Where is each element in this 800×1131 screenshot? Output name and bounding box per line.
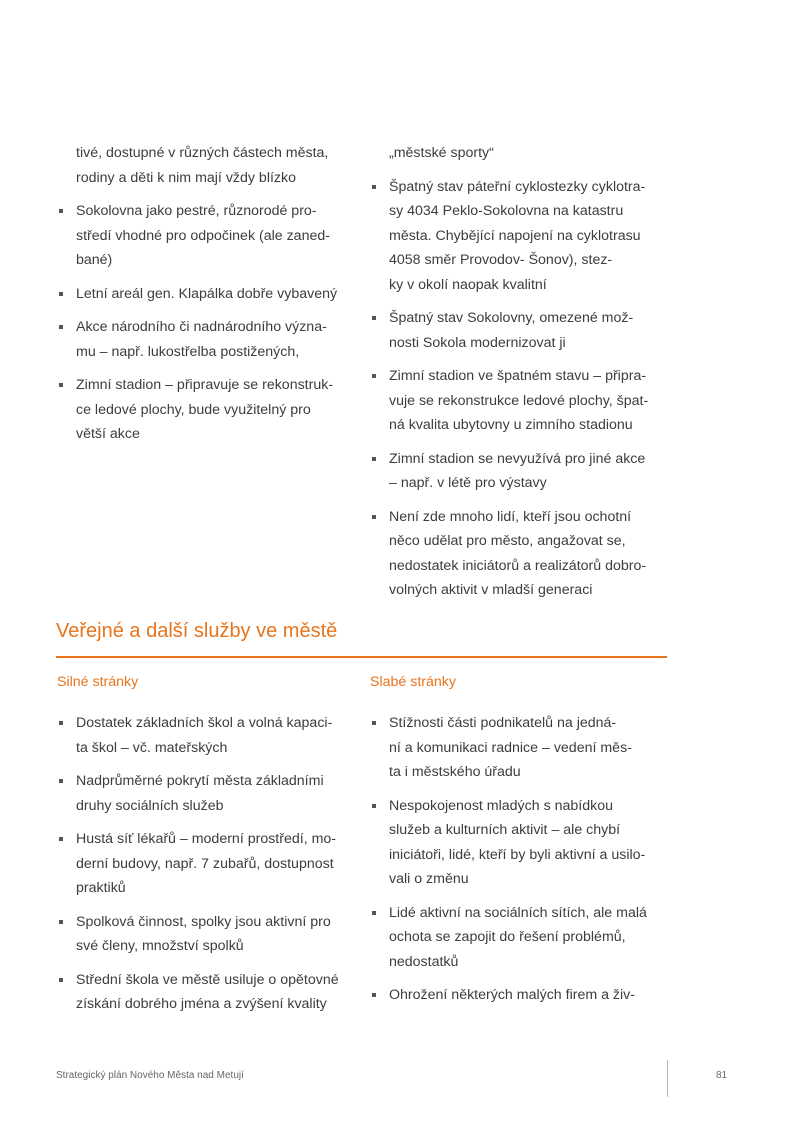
text-line: ná kvalita ubytovny u zimního stadionu bbox=[389, 417, 633, 433]
text-line: Špatný stav páteřní cyklostezky cyklotra- bbox=[389, 178, 646, 195]
text-line: Sokolovna jako pestré, různorodé pro- bbox=[76, 203, 317, 219]
text-line: ta škol – vč. mateřských bbox=[76, 739, 228, 756]
text-line: 4058 směr Provodov- Šonov), stez- bbox=[389, 252, 613, 268]
text-line: – např. v létě pro výstavy bbox=[389, 475, 547, 491]
footer-title: Strategický plán Nového Města nad Metují bbox=[56, 1070, 244, 1081]
list-item bbox=[56, 968, 339, 1017]
text-line: Akce národního či nadnárodního význa- bbox=[76, 319, 327, 335]
list-item bbox=[56, 373, 336, 447]
text-line: své členy, množství spolků bbox=[76, 938, 244, 954]
text-line: něco udělat pro město, angažovat se, bbox=[389, 533, 626, 549]
text-line: nosti Sokola modernizovat ji bbox=[389, 334, 566, 351]
text-line: druhy sociálních služeb bbox=[76, 797, 224, 814]
continuation-text bbox=[369, 141, 649, 166]
text-line: mu – např. lukostřelba postižených, bbox=[76, 343, 300, 360]
text-line: Střední škola ve městě usiluje o opětovné bbox=[76, 971, 339, 988]
text-line: nedostatek iniciátorů a realizátorů dobro- bbox=[389, 557, 647, 574]
text-line: ky v okolí naopak kvalitní bbox=[389, 276, 547, 293]
text-line: vali o změnu bbox=[389, 871, 469, 887]
text-line: rodiny a děti k nim mají vždy blízko bbox=[76, 169, 296, 186]
text-line: Zimní stadion se nevyužívá pro jiné akce bbox=[389, 450, 646, 467]
list-item bbox=[56, 711, 336, 760]
list-item bbox=[369, 175, 649, 298]
text-line: praktiků bbox=[76, 880, 126, 896]
list-item bbox=[369, 447, 649, 496]
section-divider bbox=[56, 656, 667, 658]
text-line: derní budovy, např. 7 zubařů, dostupnost bbox=[76, 855, 334, 872]
list-item bbox=[56, 769, 336, 818]
text-line: Dostatek základních škol a volná kapaci- bbox=[76, 715, 333, 731]
text-line: sy 4034 Peklo-Sokolovna na katastru bbox=[389, 203, 624, 219]
list-item bbox=[369, 711, 649, 785]
list-item bbox=[56, 827, 336, 901]
text-line: Spolková činnost, spolky jsou aktivní pro bbox=[76, 913, 331, 930]
text-line: Špatný stav Sokolovny, omezené mož- bbox=[389, 310, 634, 326]
text-line: Zimní stadion – připravuje se rekonstruk- bbox=[76, 377, 334, 393]
text-line: Hustá síť lékařů – moderní prostředí, mo- bbox=[76, 831, 337, 847]
text-line: iniciátoři, lidé, kteří by byli aktivní a usilo- bbox=[389, 846, 646, 863]
text-line: volných aktivit v mladší generaci bbox=[389, 582, 593, 598]
top-left-column bbox=[56, 141, 336, 447]
list-item bbox=[369, 306, 649, 355]
footer-divider bbox=[667, 1060, 668, 1097]
text-line: vuje se rekonstrukce ledové plochy, špat- bbox=[389, 392, 649, 409]
weaknesses-heading: Slabé stránky bbox=[370, 674, 456, 690]
list-item bbox=[56, 282, 336, 307]
top-right-column bbox=[369, 141, 649, 603]
list-item bbox=[369, 364, 649, 438]
text-line: středí vhodné pro odpočinek (ale zaned- bbox=[76, 227, 330, 244]
list-item bbox=[56, 315, 336, 364]
text-line: Ohrožení některých malých firem a živ- bbox=[389, 987, 635, 1003]
text-line: ní a komunikaci radnice – vedení měs- bbox=[389, 739, 632, 756]
bullet-list bbox=[369, 175, 649, 603]
text-line: města. Chybějící napojení na cyklotrasu bbox=[389, 227, 641, 244]
weaknesses-column bbox=[369, 711, 649, 1008]
strengths-column bbox=[56, 711, 339, 1017]
text-line: získání dobrého jména a zvýšení kvality bbox=[76, 996, 327, 1012]
list-item bbox=[56, 199, 336, 273]
text-line: Nespokojenost mladých s nabídkou bbox=[389, 797, 613, 814]
list-item bbox=[369, 794, 649, 892]
strengths-list bbox=[56, 711, 339, 1017]
text-line: služeb a kulturních aktivit – ale chybí bbox=[389, 822, 621, 838]
section-title: Veřejné a další služby ve městě bbox=[56, 620, 338, 642]
page-number: 81 bbox=[716, 1070, 728, 1081]
list-item bbox=[56, 910, 336, 959]
text-line: Stížnosti části podnikatelů na jedná- bbox=[389, 715, 617, 731]
text-line: „městské sporty“ bbox=[389, 145, 494, 161]
text-line: Letní areál gen. Klapálka dobře vybavený bbox=[76, 285, 338, 302]
text-line: Zimní stadion ve špatném stavu – připra- bbox=[389, 368, 647, 384]
bullet-list bbox=[56, 199, 336, 447]
text-line: tivé, dostupné v různých částech města, bbox=[76, 145, 329, 161]
text-line: Nadprůměrné pokrytí města základními bbox=[76, 773, 324, 789]
text-line: ce ledové plochy, bude využitelný pro bbox=[76, 401, 311, 418]
text-line: ochota se zapojit do řešení problémů, bbox=[389, 929, 626, 945]
continuation-text bbox=[56, 141, 336, 190]
text-line: bané) bbox=[76, 252, 113, 268]
list-item bbox=[369, 901, 649, 975]
list-item bbox=[369, 505, 649, 603]
list-item bbox=[369, 983, 649, 1008]
text-line: nedostatků bbox=[389, 953, 459, 970]
text-line: Není zde mnoho lidí, kteří jsou ochotní bbox=[389, 508, 632, 525]
strengths-heading: Silné stránky bbox=[57, 674, 139, 690]
weaknesses-list bbox=[369, 711, 649, 1008]
text-line: Lidé aktivní na sociálních sítích, ale malá bbox=[389, 904, 647, 921]
text-line: větší akce bbox=[76, 426, 140, 442]
text-line: ta i městského úřadu bbox=[389, 764, 521, 780]
